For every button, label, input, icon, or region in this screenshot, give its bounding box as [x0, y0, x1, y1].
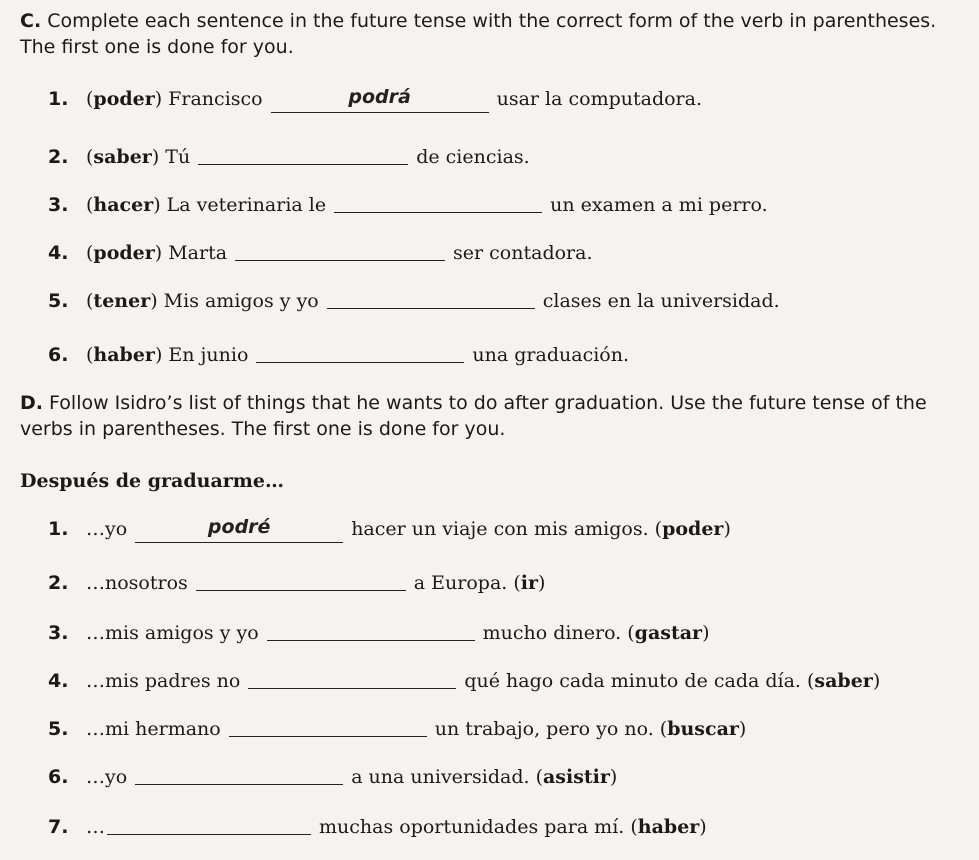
item-number: 4. — [48, 242, 69, 264]
sentence-start: …mis amigos y yo — [86, 622, 259, 644]
verb-hint: saber — [93, 146, 152, 168]
sentence-end: muchas oportunidades para mí. — [319, 816, 625, 838]
sentence-start: …mi hermano — [86, 718, 221, 740]
item-number: 1. — [48, 88, 69, 110]
verb-hint: haber — [637, 816, 700, 838]
item-number: 3. — [48, 622, 69, 644]
verb-hint: asistir — [542, 766, 610, 788]
verb-hint: gastar — [634, 622, 703, 644]
item-number: 6. — [48, 344, 69, 366]
sentence-end: un examen a mi perro. — [550, 194, 768, 216]
sentence-start: En junio — [168, 344, 249, 366]
sentence-end: de ciencias. — [416, 146, 530, 168]
sentence-start: La veterinaria le — [166, 194, 327, 216]
item-number: 7. — [48, 816, 69, 838]
c-item-4: 4. (poder) Marta ser contadora. — [48, 236, 593, 262]
answer-blank[interactable] — [229, 714, 427, 737]
sentence-end: qué hago cada minuto de cada día. — [464, 670, 801, 692]
answer-blank[interactable] — [327, 286, 535, 309]
section-d-instruction-text: Follow Isidro’s list of things that he wants to do after graduation. Use the future tense of the verbs in parentheses. The first one is done for you. — [20, 392, 927, 440]
d-item-6: 6. …yo a una universidad. (asistir) — [48, 760, 617, 786]
d-item-3: 3. …mis amigos y yo mucho dinero. (gastar) — [48, 616, 709, 642]
sentence-end: mucho dinero. — [482, 622, 622, 644]
item-number: 2. — [48, 572, 69, 594]
answer-blank[interactable] — [267, 618, 475, 641]
verb-hint: tener — [93, 290, 151, 312]
c-item-6: 6. (haber) En junio una graduación. — [48, 338, 629, 364]
item-number: 5. — [48, 718, 69, 740]
answer-blank[interactable] — [334, 190, 542, 213]
answer-text: podré — [207, 516, 271, 538]
verb-hint: hacer — [93, 194, 154, 216]
sentence-start: Mis amigos y yo — [163, 290, 319, 312]
answer-blank[interactable] — [196, 568, 406, 591]
d-item-1: 1. …yo podré hacer un viaje con mis amigos. (poder) — [48, 518, 731, 544]
list-heading: Después de graduarme… — [20, 470, 284, 492]
answer-blank[interactable] — [107, 812, 311, 835]
answer-blank[interactable] — [135, 762, 343, 785]
section-d-instructions — [20, 390, 965, 442]
c-item-1: 1. (poder) Francisco podrá usar la computadora. — [48, 88, 702, 114]
item-number: 4. — [48, 670, 69, 692]
sentence-end: un trabajo, pero yo no. — [434, 718, 654, 740]
section-d-letter: D. — [20, 392, 43, 414]
answer-blank[interactable] — [135, 516, 343, 543]
sentence-start: Francisco — [168, 88, 263, 110]
sentence-end: hacer un viaje con mis amigos. — [351, 518, 649, 540]
item-number: 3. — [48, 194, 69, 216]
sentence-start: …yo — [86, 518, 128, 540]
section-c-letter: C. — [20, 10, 42, 32]
verb-hint: buscar — [667, 718, 739, 740]
answer-blank[interactable] — [256, 340, 464, 363]
sentence-end: ser contadora. — [453, 242, 593, 264]
answer-blank[interactable] — [271, 86, 489, 113]
verb-hint: poder — [93, 88, 155, 110]
d-item-7: 7. … muchas oportunidades para mí. (haber) — [48, 810, 707, 836]
verb-hint: poder — [662, 518, 724, 540]
sentence-start: …yo — [86, 766, 128, 788]
section-c-instructions — [20, 8, 965, 60]
c-item-3: 3. (hacer) La veterinaria le un examen a mi perro. — [48, 188, 768, 214]
item-number: 1. — [48, 518, 69, 540]
sentence-start: Marta — [168, 242, 228, 264]
sentence-end: a una universidad. — [351, 766, 530, 788]
sentence-start: … — [86, 816, 105, 838]
verb-hint: haber — [93, 344, 155, 366]
sentence-start: Tú — [165, 146, 191, 168]
sentence-end: usar la computadora. — [496, 88, 703, 110]
sentence-start: …mis padres no — [86, 670, 241, 692]
item-number: 5. — [48, 290, 69, 312]
answer-text: podrá — [348, 86, 411, 108]
sentence-end: clases en la universidad. — [542, 290, 780, 312]
sentence-start: …nosotros — [86, 572, 188, 594]
d-item-2: 2. …nosotros a Europa. (ir) — [48, 566, 545, 592]
d-item-4: 4. …mis padres no qué hago cada minuto de cada día. (saber) — [48, 664, 880, 690]
verb-hint: saber — [814, 670, 873, 692]
answer-blank[interactable] — [235, 238, 445, 261]
sentence-end: una graduación. — [472, 344, 629, 366]
verb-hint: ir — [520, 572, 538, 594]
section-c-instruction-text: Complete each sentence in the future tense with the correct form of the verb in parentheses. The first one is done for you. — [20, 10, 937, 58]
c-item-2: 2. (saber) Tú de ciencias. — [48, 140, 530, 166]
answer-blank[interactable] — [198, 142, 408, 165]
item-number: 6. — [48, 766, 69, 788]
verb-hint: poder — [93, 242, 155, 264]
sentence-end: a Europa. — [413, 572, 508, 594]
answer-blank[interactable] — [248, 666, 456, 689]
c-item-5: 5. (tener) Mis amigos y yo clases en la universidad. — [48, 284, 780, 310]
d-item-5: 5. …mi hermano un trabajo, pero yo no. (buscar) — [48, 712, 746, 738]
item-number: 2. — [48, 146, 69, 168]
